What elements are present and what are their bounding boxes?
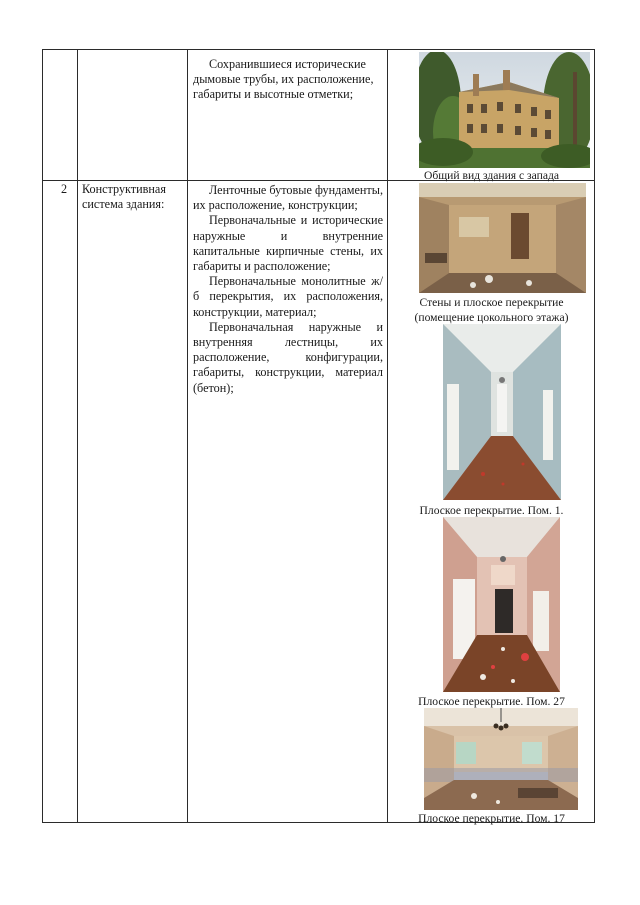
room-chandelier-photo: [424, 708, 578, 810]
description-paragraph: Ленточные бутовые фундаменты, их расположение, конструкции;: [193, 183, 383, 213]
table-top-border: [42, 49, 595, 50]
room-corridor-photo: [443, 517, 560, 692]
description-paragraph: Первоначальная наружные и внутренняя лестницы, их расположение, конфигурации, габариты, конструкции, материал (бетон);: [193, 319, 383, 395]
row-1-description: [193, 57, 383, 103]
column-divider: [187, 49, 188, 823]
photo-caption: (помещение цокольного этажа): [414, 311, 569, 324]
structural-system-label: Конструктивная система здания:: [82, 182, 166, 211]
row-number: 2: [60, 182, 68, 196]
description-paragraph: Первоначальные монолитные ж/б перекрытия, их расположения, конструкции, материал;: [193, 274, 383, 319]
table-left-border: [42, 49, 43, 823]
description-paragraph: Сохранившиеся исторические дымовые трубы, их расположение, габариты и высотные отметки;: [193, 57, 374, 102]
column-divider: [77, 49, 78, 823]
basement-photo: [419, 183, 586, 293]
photo-caption: Плоское перекрытие. Пом. 1.: [419, 504, 564, 517]
photo-caption: Общий вид здания с запада: [423, 169, 560, 182]
corridor-photo: [443, 324, 561, 500]
photo-caption: Плоское перекрытие. Пом. 17: [418, 812, 565, 825]
photo-caption: Стены и плоское перекрытие: [419, 296, 564, 309]
column-divider: [387, 49, 388, 823]
table-right-border: [594, 49, 595, 823]
row-2-description: [193, 183, 383, 396]
building-exterior-photo: [419, 52, 590, 168]
description-paragraph: Первоначальные и исторические наружные и внутренние капитальные кирпичные стены, их габариты и расположение;: [193, 213, 383, 274]
photo-caption: Плоское перекрытие. Пом. 27: [418, 695, 565, 708]
